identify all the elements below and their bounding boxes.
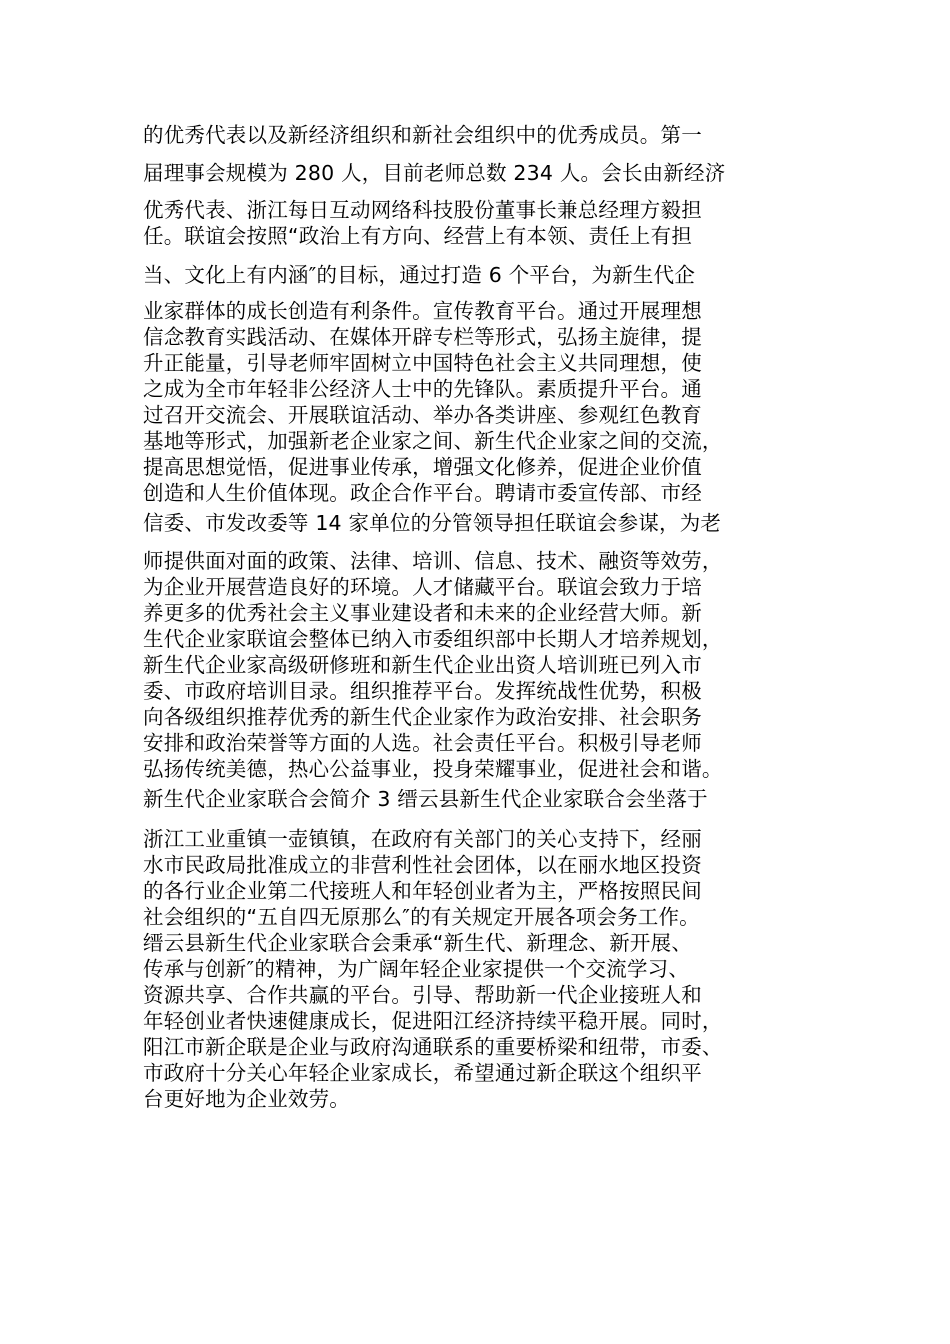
text-line: 届理事会规模为 280 人，目前老师总数 234 人。会长由新经济 — [143, 161, 726, 185]
text-line: 优秀代表、浙江每日互动网络科技股份董事长兼总经理方毅担 — [143, 198, 702, 222]
text-line: 养更多的优秀社会主义事业建设者和未来的企业经营大师。新 — [143, 601, 702, 625]
text-line: 新生代企业家高级研修班和新生代企业出资人培训班已列入市 — [143, 653, 702, 677]
text-line: 师提供面对面的政策、法律、培训、信息、技术、融资等效劳， — [143, 549, 723, 573]
text-line: 为企业开展营造良好的环境。人才储藏平台。联谊会致力于培 — [143, 575, 702, 599]
text-line: 任。联谊会按照“政治上有方向、经营上有本领、责任上有担 — [143, 224, 693, 248]
text-line: 提高思想觉悟，促进事业传承，增强文化修养，促进企业价值 — [143, 455, 702, 479]
text-line: 的优秀代表以及新经济组织和新社会组织中的优秀成员。第一 — [143, 123, 702, 147]
text-line: 委、市政府培训目录。组织推荐平台。发挥统战性优势，积极 — [143, 679, 702, 703]
text-line: 市政府十分关心年轻企业家成长，希望通过新企联这个组织平 — [143, 1061, 702, 1085]
text-line: 生代企业家联谊会整体已纳入市委组织部中长期人才培养规划， — [143, 627, 723, 651]
text-line: 升正能量，引导老师牢固树立中国特色社会主义共同理想，使 — [143, 351, 702, 375]
text-line: 水市民政局批准成立的非营利性社会团体，以在丽水地区投资 — [143, 853, 702, 877]
text-line: 台更好地为企业效劳。 — [143, 1087, 350, 1111]
text-line: 信委、市发改委等 14 家单位的分管领导担任联谊会参谋，为老 — [143, 511, 722, 535]
text-line: 社会组织的“五自四无原那么″的有关规定开展各项会务工作。 — [143, 905, 700, 929]
text-line: 过召开交流会、开展联谊活动、举办各类讲座、参观红色教育 — [143, 403, 702, 427]
text-line: 弘扬传统美德，热心公益事业，投身荣耀事业，促进社会和谐。 — [143, 757, 723, 781]
text-line: 浙江工业重镇一壶镇镇，在政府有关部门的关心支持下，经丽 — [143, 827, 702, 851]
text-line: 业家群体的成长创造有利条件。宣传教育平台。通过开展理想 — [143, 299, 702, 323]
text-line: 的各行业企业第二代接班人和年轻创业者为主，严格按照民间 — [143, 879, 702, 903]
text-line: 向各级组织推荐优秀的新生代企业家作为政治安排、社会职务 — [143, 705, 702, 729]
text-line: 创造和人生价值体现。政企合作平台。聘请市委宣传部、市经 — [143, 481, 702, 505]
text-line: 资源共享、合作共赢的平台。引导、帮助新一代企业接班人和 — [143, 983, 702, 1007]
text-line: 年轻创业者快速健康成长，促进阳江经济持续平稳开展。同时， — [143, 1009, 723, 1033]
text-line: 缙云县新生代企业家联合会秉承“新生代、新理念、新开展、 — [143, 931, 693, 955]
text-line: 之成为全市年轻非公经济人士中的先锋队。素质提升平台。通 — [143, 377, 702, 401]
text-line: 传承与创新″的精神，为广阔年轻企业家提供一个交流学习、 — [143, 957, 690, 981]
text-line: 安排和政治荣誉等方面的人选。社会责任平台。积极引导老师 — [143, 731, 702, 755]
text-line: 信念教育实践活动、在媒体开辟专栏等形式，弘扬主旋律，提 — [143, 325, 702, 349]
text-line: 新生代企业家联合会简介 3 缙云县新生代企业家联合会坐落于 — [143, 787, 708, 811]
text-line: 当、文化上有内涵″的目标，通过打造 6 个平台，为新生代企 — [143, 263, 696, 287]
text-line: 阳江市新企联是企业与政府沟通联系的重要桥梁和纽带，市委、 — [143, 1035, 723, 1059]
text-line: 基地等形式，加强新老企业家之间、新生代企业家之间的交流， — [143, 429, 723, 453]
